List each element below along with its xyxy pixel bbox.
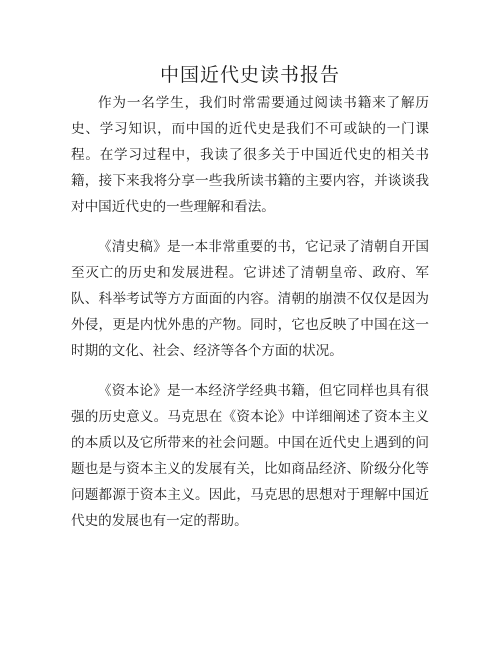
paragraph-intro: 作为一名学生，我们时常需要通过阅读书籍来了解历史、学习知识，而中国的近代史是我们不可或缺的一门课程。在学习过程中，我读了很多关于中国近代史的相关书籍，接下来我将分享一些我所读书籍的主要内容，并谈谈我对中国近代史的一些理解和看法。 — [71, 95, 429, 215]
paragraph-qingshigao: 《清史稿》是一本非常重要的书，它记录了清朝自开国至灭亡的历史和发展进程。它讲述了清朝皇帝、政府、军队、科举考试等方方面面的内容。清朝的崩溃不仅仅是因为外侵，更是内忧外患的产物。同时，它也反映了中国在这一时期的文化、社会、经济等各个方面的状况。 — [71, 239, 429, 359]
document-title: 中国近代史读书报告 — [159, 64, 340, 86]
paragraph-zibenlun: 《资本论》是一本经济学经典书籍，但它同样也具有很强的历史意义。马克思在《资本论》中详细阐述了资本主义的本质以及它所带来的社会问题。中国在近代史上遇到的问题也是与资本主义的发展有关，比如商品经济、阶级分化等问题都源于资本主义。因此，马克思的思想对于理解中国近代史的发展也有一定的帮助。 — [71, 383, 429, 529]
